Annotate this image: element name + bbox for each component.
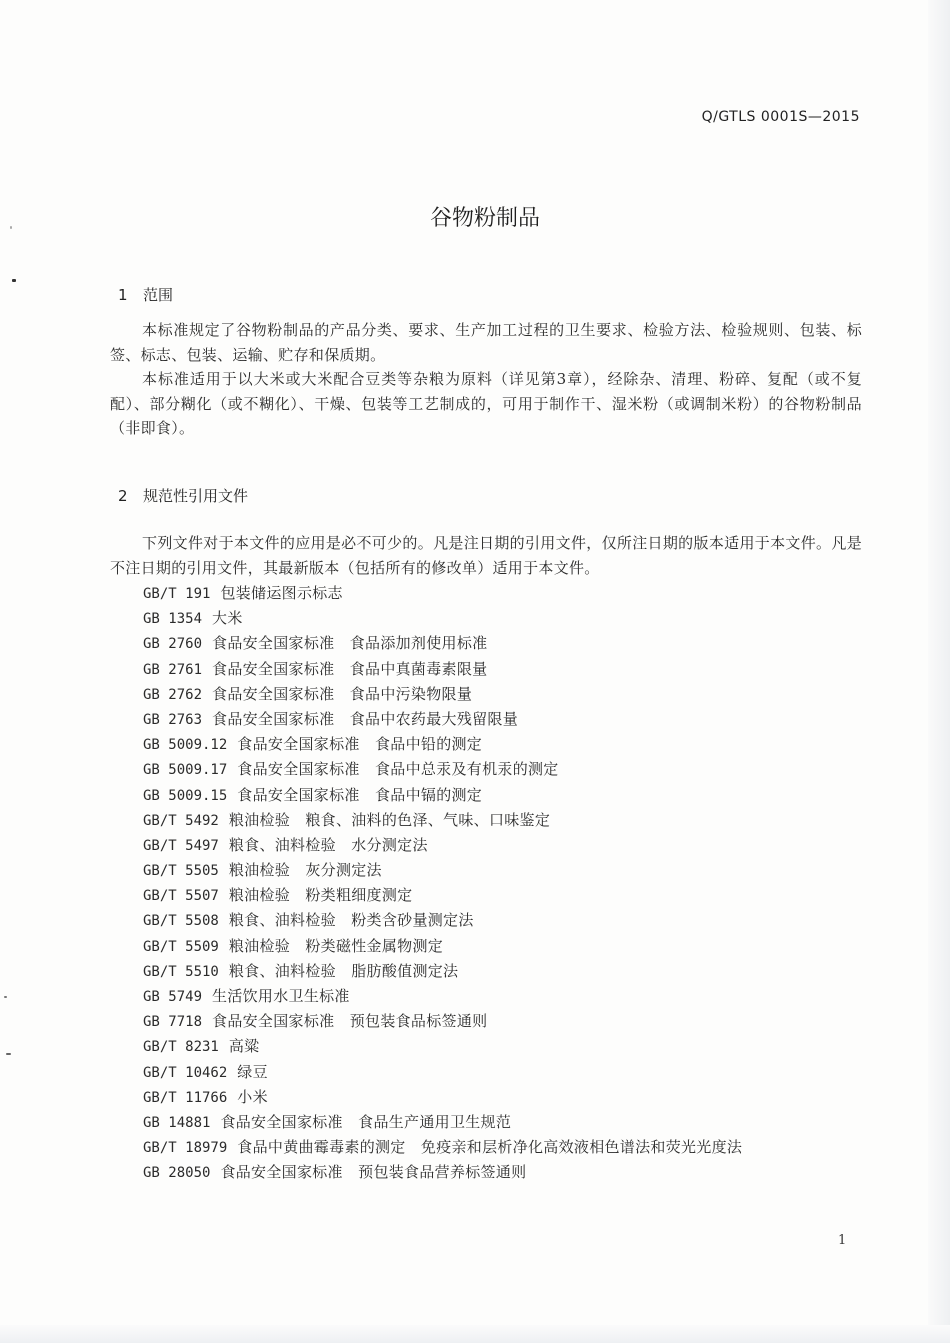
reference-item bbox=[143, 606, 742, 631]
reference-item bbox=[143, 707, 742, 732]
section-heading-references bbox=[118, 485, 248, 506]
reference-code: GB/T 11766 bbox=[143, 1089, 228, 1106]
reference-code: GB/T 5507 bbox=[143, 888, 219, 905]
reference-code: GB 1354 bbox=[143, 611, 203, 628]
document-title: 谷物粉制品 bbox=[429, 206, 540, 231]
reference-code: GB/T 5497 bbox=[143, 837, 219, 854]
reference-item bbox=[143, 1085, 742, 1110]
reference-item bbox=[143, 1160, 742, 1185]
reference-title: 粮油检验 粮食、油料的色泽、气味、口味鉴定 bbox=[228, 810, 551, 829]
reference-code: GB/T 5505 bbox=[143, 863, 219, 880]
reference-item bbox=[143, 934, 742, 959]
reference-title: 食品安全国家标准 食品中总汞及有机汞的测定 bbox=[237, 760, 559, 779]
reference-item bbox=[143, 959, 742, 984]
reference-code: GB 28050 bbox=[143, 1165, 211, 1182]
reference-item bbox=[143, 631, 742, 656]
reference-code: GB 5009.12 bbox=[143, 737, 228, 754]
reference-title: 粮食、油料检验 脂肪酸值测定法 bbox=[228, 961, 459, 980]
reference-item bbox=[143, 1060, 742, 1085]
section-number: 2 bbox=[118, 487, 128, 505]
reference-title: 大米 bbox=[212, 609, 243, 628]
reference-title: 包装储运图示标志 bbox=[220, 584, 343, 602]
reference-title: 食品安全国家标准 食品中污染物限量 bbox=[212, 684, 473, 703]
reference-code: GB 14881 bbox=[143, 1114, 211, 1131]
reference-code: GB/T 5492 bbox=[143, 812, 219, 829]
section-title: 规范性引用文件 bbox=[143, 487, 249, 505]
reference-item bbox=[143, 808, 742, 833]
reference-item bbox=[143, 1135, 742, 1160]
reference-list bbox=[143, 581, 742, 1186]
reference-title: 食品安全国家标准 食品中真菌毒素限量 bbox=[212, 659, 488, 678]
reference-title: 绿豆 bbox=[237, 1062, 268, 1081]
reference-title: 粮油检验 灰分测定法 bbox=[228, 861, 382, 880]
reference-title: 食品安全国家标准 食品生产通用卫生规范 bbox=[220, 1112, 512, 1131]
reference-code: GB 2761 bbox=[143, 661, 203, 678]
reference-code: GB/T 191 bbox=[143, 586, 211, 602]
reference-item bbox=[143, 682, 742, 707]
reference-item bbox=[143, 1009, 742, 1034]
reference-title: 食品中黄曲霉毒素的测定 免疫亲和层析净化高效液相色谱法和荧光光度法 bbox=[237, 1138, 743, 1157]
reference-title: 粮食、油料检验 粉类含砂量测定法 bbox=[228, 911, 474, 930]
paragraph: 下列文件对于本文件的应用是必不可少的。凡是注日期的引用文件，仅所注日期的版本适用于本文件。凡是不注日期的引用文件，其最新版本（包括所有的修改单）适用于本文件。 bbox=[110, 534, 862, 577]
reference-title: 食品安全国家标准 食品中农药最大残留限量 bbox=[212, 709, 519, 728]
reference-item bbox=[143, 984, 742, 1009]
reference-item bbox=[143, 833, 742, 858]
reference-title: 小米 bbox=[237, 1087, 268, 1106]
reference-code: GB 5009.15 bbox=[143, 787, 228, 804]
reference-item bbox=[143, 883, 742, 908]
paragraph: 本标准适用于以大米或大米配合豆类等杂粮为原料（详见第3章），经除杂、清理、粉碎、复配（或不复配）、部分糊化（或不糊化）、干燥、包装等工艺制成的，可用于制作干、湿米粉（或调制米粉）的谷物粉制品（非即食）。 bbox=[110, 370, 862, 437]
document-code: Q/GTLS 0001S—2015 bbox=[701, 109, 860, 125]
reference-code: GB 2763 bbox=[143, 711, 203, 728]
reference-title: 食品安全国家标准 食品中铅的测定 bbox=[237, 735, 483, 754]
reference-item bbox=[143, 1034, 742, 1059]
page-number: 1 bbox=[838, 1233, 847, 1248]
reference-code: GB 5749 bbox=[143, 989, 203, 1005]
reference-code: GB/T 5508 bbox=[143, 913, 219, 930]
section-title: 范围 bbox=[143, 286, 174, 304]
reference-code: GB/T 10462 bbox=[143, 1064, 228, 1081]
reference-item bbox=[143, 858, 742, 883]
reference-item bbox=[143, 732, 742, 757]
reference-code: GB/T 5509 bbox=[143, 938, 219, 955]
reference-item bbox=[143, 581, 742, 606]
reference-code: GB 7718 bbox=[143, 1014, 203, 1031]
reference-code: GB 5009.17 bbox=[143, 762, 228, 779]
reference-code: GB 2760 bbox=[143, 636, 203, 653]
reference-item bbox=[143, 908, 742, 933]
reference-title: 生活饮用水卫生标准 bbox=[212, 987, 350, 1005]
scan-speck bbox=[12, 279, 16, 282]
paragraph: 本标准规定了谷物粉制品的产品分类、要求、生产加工过程的卫生要求、检验方法、检验规则、包装、标签、标志、包装、运输、贮存和保质期。 bbox=[110, 321, 862, 364]
reference-code: GB/T 5510 bbox=[143, 963, 219, 980]
reference-title: 粮食、油料检验 水分测定法 bbox=[228, 835, 428, 854]
reference-code: GB 2762 bbox=[143, 686, 203, 703]
reference-title: 食品安全国家标准 预包装食品标签通则 bbox=[212, 1012, 488, 1031]
reference-title: 粮油检验 粉类磁性金属物测定 bbox=[228, 936, 444, 955]
reference-title: 粮油检验 粉类粗细度测定 bbox=[228, 886, 413, 905]
reference-code: GB/T 8231 bbox=[143, 1039, 219, 1056]
reference-item bbox=[143, 757, 742, 782]
scan-bottom-shadow bbox=[0, 1325, 950, 1343]
reference-item bbox=[143, 783, 742, 808]
section-number: 1 bbox=[118, 286, 128, 304]
scan-speck bbox=[6, 1053, 11, 1055]
reference-title: 高粱 bbox=[228, 1037, 260, 1056]
scan-speck bbox=[4, 996, 7, 998]
reference-title: 食品安全国家标准 预包装食品营养标签通则 bbox=[220, 1163, 527, 1182]
reference-item bbox=[143, 657, 742, 682]
reference-item bbox=[143, 1110, 742, 1135]
section-heading-scope bbox=[118, 284, 173, 305]
reference-title: 食品安全国家标准 食品中镉的测定 bbox=[237, 785, 483, 804]
reference-title: 食品安全国家标准 食品添加剂使用标准 bbox=[212, 634, 488, 653]
reference-code: GB/T 18979 bbox=[143, 1140, 228, 1157]
